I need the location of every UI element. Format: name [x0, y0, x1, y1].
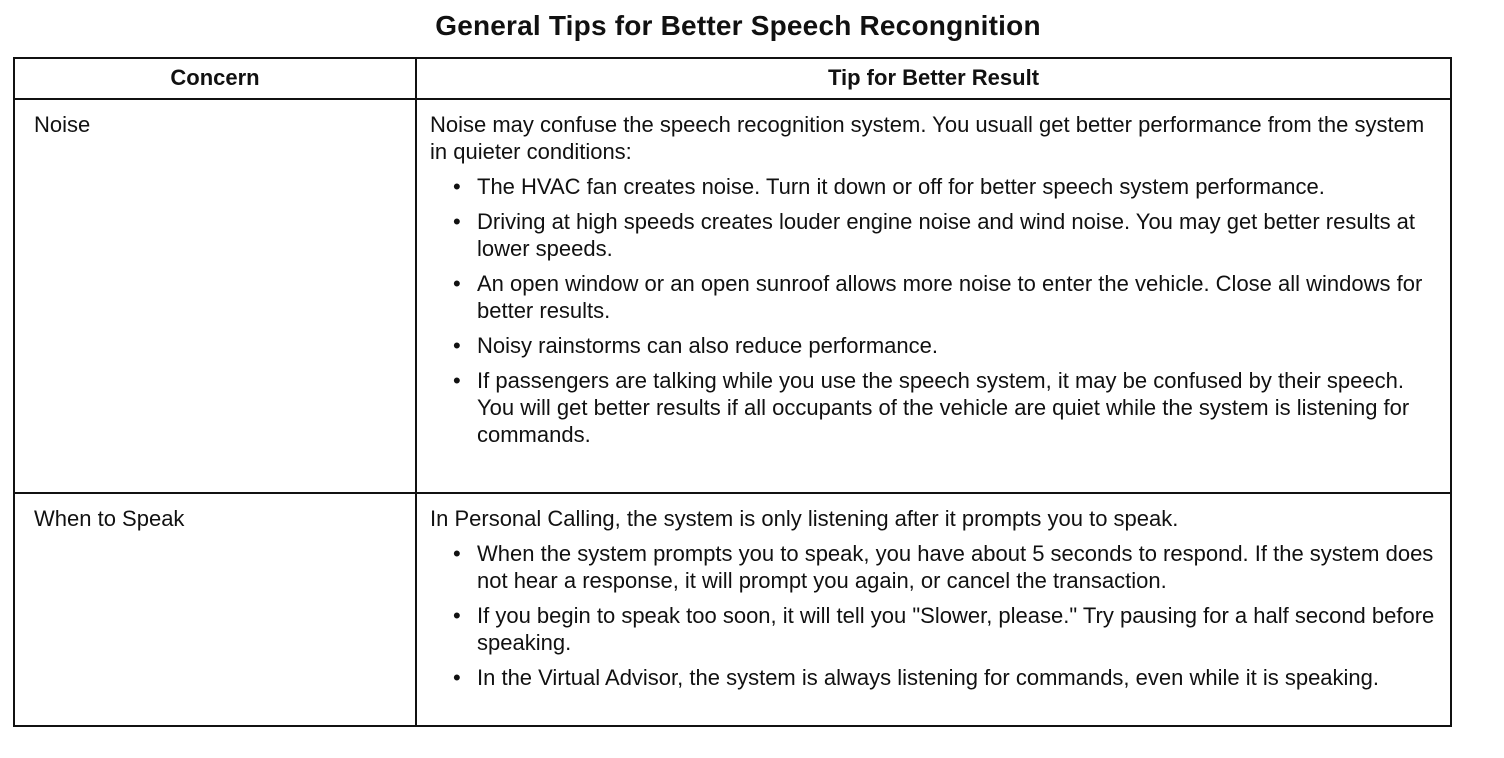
- tip-bullet-text: The HVAC fan creates noise. Turn it down or off for better speech system performance.: [477, 174, 1325, 199]
- tip-bullet-item: [453, 332, 1440, 359]
- concern-cell: When to Speak: [14, 493, 416, 726]
- tip-bullet-text: An open window or an open sunroof allows more noise to enter the vehicle. Close all windows for better results.: [477, 271, 1423, 323]
- bullet-icon: •: [453, 209, 461, 234]
- tip-bullet-item: [453, 270, 1440, 324]
- table-row-noise: [14, 99, 1451, 493]
- bullet-icon: •: [453, 368, 461, 393]
- tip-list: [430, 540, 1440, 691]
- tip-bullet-text: In the Virtual Advisor, the system is always listening for commands, even while it is speaking.: [477, 665, 1380, 690]
- tip-cell: [416, 99, 1451, 493]
- tip-bullet-text: When the system prompts you to speak, you have about 5 seconds to respond. If the system does not hear a response, it will prompt you again, or cancel the transaction.: [477, 541, 1434, 593]
- tip-bullet-item: [453, 173, 1440, 200]
- tip-bullet-text: If passengers are talking while you use the speech system, it may be confused by their speech. You will get better results if all occupants of the vehicle are quiet while the system is listening for commands.: [477, 368, 1410, 447]
- table-row-when-to-speak: [14, 493, 1451, 726]
- table-header-row: [14, 58, 1451, 99]
- tip-bullet-text: If you begin to speak too soon, it will tell you "Slower, please." Try pausing for a half second before speaking.: [477, 603, 1435, 655]
- tip-list: [430, 173, 1440, 448]
- tip-bullet-item: [453, 208, 1440, 262]
- bullet-icon: •: [453, 541, 461, 566]
- tip-bullet-text: Noisy rainstorms can also reduce performance.: [477, 333, 938, 358]
- tips-table: [13, 57, 1452, 727]
- bullet-icon: •: [453, 665, 461, 690]
- page-title: General Tips for Better Speech Recongnition: [435, 10, 1041, 41]
- tip-bullet-item: [453, 367, 1440, 448]
- bullet-icon: •: [453, 271, 461, 296]
- bullet-icon: •: [453, 174, 461, 199]
- bullet-icon: •: [453, 333, 461, 358]
- tip-intro: In Personal Calling, the system is only listening after it prompts you to speak.: [430, 506, 1179, 531]
- header-tip: Tip for Better Result: [416, 58, 1451, 99]
- tip-bullet-item: [453, 540, 1440, 594]
- header-concern: Concern: [14, 58, 416, 99]
- concern-cell: Noise: [14, 99, 416, 493]
- tip-bullet-item: [453, 602, 1440, 656]
- bullet-icon: •: [453, 603, 461, 628]
- tip-intro: Noise may confuse the speech recognition system. You usuall get better performance from the system in quieter conditions:: [430, 112, 1425, 164]
- tip-cell: [416, 493, 1451, 726]
- tip-bullet-item: [453, 664, 1440, 691]
- tip-bullet-text: Driving at high speeds creates louder engine noise and wind noise. You may get better results at lower speeds.: [477, 209, 1416, 261]
